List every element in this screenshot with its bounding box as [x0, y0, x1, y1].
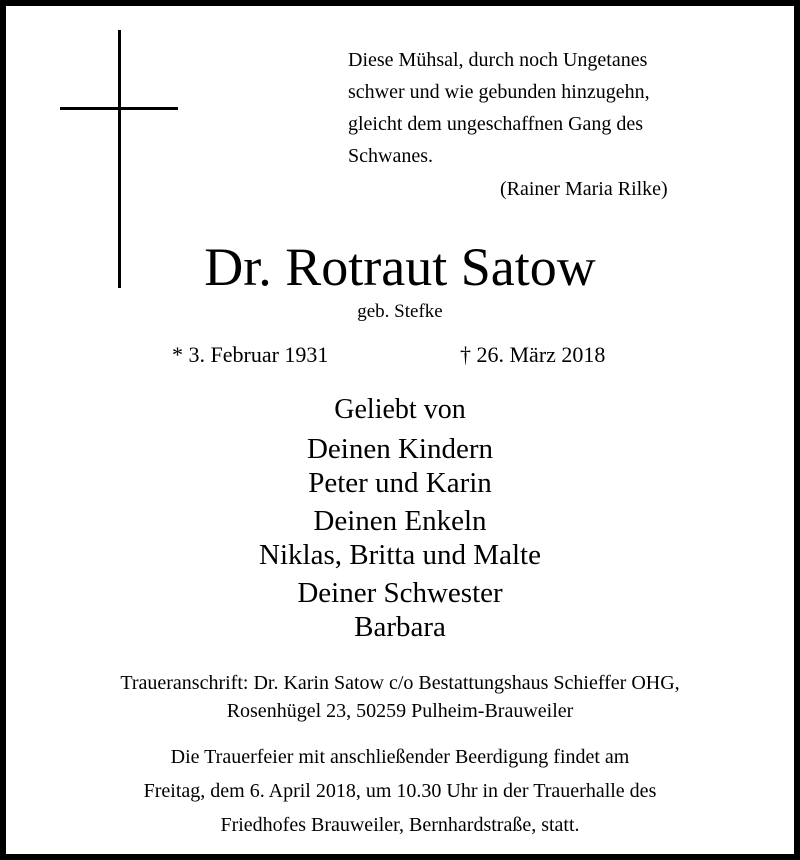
- address-line: Rosenhügel 23, 50259 Pulheim-Brauweiler: [226, 700, 574, 722]
- deceased-name-text: Dr. Rotraut Satow: [204, 237, 596, 297]
- poem-line: Schwanes.: [348, 145, 433, 167]
- mourner-names: Barbara: [354, 611, 446, 643]
- mourner-names: Peter und Karin: [308, 467, 492, 499]
- poem-line: gleicht dem ungeschaffnen Gang des: [348, 113, 644, 135]
- address-line: Traueranschrift: Dr. Karin Satow c/o Bestattungshaus Schieffer OHG,: [120, 672, 680, 694]
- mourner-group: [0, 432, 800, 500]
- mourners-list: [0, 392, 800, 648]
- ceremony-line: Freitag, dem 6. April 2018, um 10.30 Uhr in der Trauerhalle des: [143, 780, 657, 802]
- ceremony-line: Die Trauerfeier mit anschließender Beerdigung findet am: [170, 746, 630, 768]
- mourner-group: [0, 504, 800, 572]
- cross-horizontal-bar: [60, 107, 178, 110]
- poem-line: Diese Mühsal, durch noch Ungetanes: [348, 49, 648, 71]
- poem-quote: [348, 44, 768, 172]
- mourner-relation: Deinen Kindern: [306, 433, 494, 465]
- birth-date: * 3. Februar 1931: [172, 342, 329, 367]
- loved-by-heading: Geliebt von: [334, 394, 466, 425]
- funeral-ceremony-info: [0, 740, 800, 842]
- poem-line: schwer und wie gebunden hinzugehn,: [348, 81, 650, 103]
- mourner-relation: Deiner Schwester: [297, 577, 503, 609]
- death-date: † 26. März 2018: [460, 342, 606, 367]
- birth-name: geb. Stefke: [357, 301, 443, 322]
- ceremony-line: Friedhofes Brauweiler, Bernhardstraße, statt.: [220, 814, 580, 836]
- mourning-address: [0, 669, 800, 725]
- poem-author: (Rainer Maria Rilke): [500, 178, 668, 200]
- mourner-relation: Deinen Enkeln: [313, 505, 487, 537]
- mourner-group: [0, 576, 800, 644]
- mourner-names: Niklas, Britta und Malte: [259, 539, 541, 571]
- deceased-name: [0, 232, 800, 302]
